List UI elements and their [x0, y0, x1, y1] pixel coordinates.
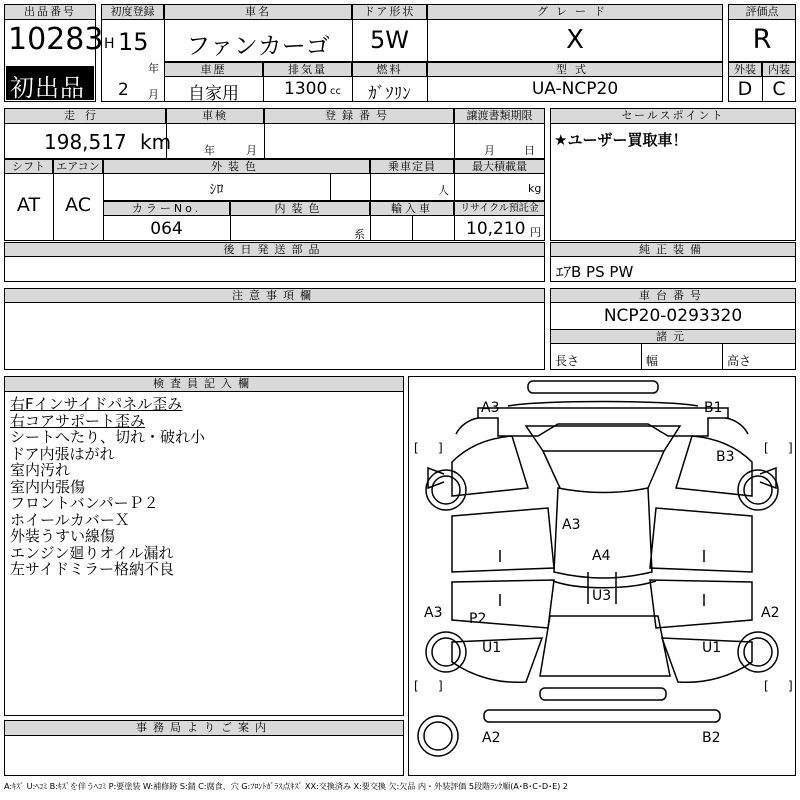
dims-label: 諸元 — [550, 329, 796, 344]
transfer-month-unit: 月 — [484, 144, 495, 157]
interior-color-label: 内装色 — [230, 201, 370, 216]
inspector-note: 右Fインサイドパネル歪み — [10, 395, 183, 413]
interior-unit: 系 — [354, 228, 365, 241]
first-listing-text: 初出品 — [10, 74, 85, 102]
height-label: 高さ — [727, 354, 752, 368]
first-reg-label: 初度登録 — [101, 4, 164, 20]
model-label: 型式 — [427, 62, 723, 77]
inspector-note: 室内汚れ — [10, 461, 71, 479]
door-label: ドア形状 — [352, 4, 427, 20]
car-name: ファンカーゴ — [186, 32, 330, 60]
divider — [454, 108, 455, 158]
divider — [263, 62, 264, 102]
recycle-label: リサイクル預託金 — [454, 201, 545, 216]
inspector-note: ドア内張はがれ — [10, 444, 115, 463]
inspection-label: 車検 — [166, 108, 264, 124]
year-unit: 年 — [148, 62, 159, 75]
capacity-label: 乗車定員 — [370, 159, 454, 174]
ext-label: 外装 — [728, 62, 762, 77]
divider — [264, 108, 265, 158]
lot-label: 出品番号 — [4, 4, 96, 20]
grade: X — [566, 25, 584, 55]
grade-label: グレード — [427, 4, 723, 20]
car-history: 自家用 — [188, 84, 239, 104]
score-label: 評価点 — [728, 4, 796, 20]
int-label: 内装 — [762, 62, 796, 77]
damage-mark: U3 — [592, 588, 612, 604]
month-unit: 月 — [148, 88, 159, 101]
inspector-note: 外装うすい線傷 — [10, 527, 116, 545]
history-label: 車歴 — [164, 62, 263, 77]
divider — [330, 174, 331, 200]
transfer-label: 譲渡書類期限 — [454, 108, 545, 124]
svg-text:]: ] — [438, 679, 443, 693]
name-label: 車名 — [164, 4, 352, 20]
shift: AT — [16, 194, 41, 216]
ext-grade: D — [737, 78, 753, 100]
inspector-note: シートへたり、切れ・破れ小 — [10, 428, 206, 446]
load-unit: kg — [528, 182, 542, 195]
era: H — [104, 36, 115, 52]
equipment-label: 純正装備 — [550, 242, 796, 257]
damage-mark: A2 — [761, 605, 780, 621]
shift-label: シフト — [4, 159, 53, 174]
svg-text:]: ] — [438, 441, 443, 455]
chassis-number: NCP20-0293320 — [603, 306, 743, 326]
damage-mark: A3 — [424, 605, 443, 621]
divider — [370, 201, 371, 241]
caution-label: 注意事項欄 — [4, 288, 545, 303]
inspector-note: エンジン廻りオイル漏れ — [10, 543, 174, 562]
divider — [722, 344, 723, 370]
later-parts-label: 後日発送部品 — [4, 242, 545, 257]
damage-mark: B1 — [704, 400, 723, 416]
inspector-note: 左サイドミラー格納不良 — [10, 560, 174, 578]
office-label: 事務局よりご案内 — [4, 720, 404, 736]
divider — [641, 344, 642, 370]
int-grade: C — [772, 78, 786, 100]
svg-text:[: [ — [764, 441, 769, 455]
svg-text:[: [ — [414, 679, 419, 693]
displacement-unit: cc — [330, 86, 341, 97]
svg-text:]: ] — [788, 441, 793, 455]
damage-mark: A4 — [592, 548, 611, 564]
inspector-note: ホイールカバーＸ — [10, 510, 130, 529]
body-color: ｼﾛ — [209, 182, 224, 198]
equipment: ｴｱB PS PW — [556, 263, 634, 281]
fuel-label: 燃料 — [352, 62, 427, 77]
inspector-notes — [10, 396, 400, 578]
divider — [230, 201, 231, 241]
damage-mark: A3 — [481, 400, 500, 416]
color-number: 064 — [150, 219, 183, 239]
model-code: UA-NCP20 — [531, 79, 619, 99]
damage-mark: A3 — [562, 517, 581, 533]
damage-mark: A2 — [482, 730, 501, 746]
damage-mark: U1 — [702, 640, 722, 656]
divider — [412, 216, 413, 241]
svg-text:[: [ — [764, 679, 769, 693]
sales-box — [550, 108, 796, 241]
displacement-label: 排気量 — [263, 62, 352, 77]
recycle-unit: 円 — [530, 226, 541, 239]
recycle-fee: 10,210 — [466, 219, 526, 239]
chassis-label: 車台番号 — [550, 288, 796, 303]
displacement: 1300 — [284, 79, 328, 99]
insp-year-unit: 年 — [204, 144, 215, 157]
score: R — [752, 24, 772, 55]
details-box — [4, 108, 545, 241]
inspector-note: 右コアサポート歪み — [10, 411, 146, 430]
ac-label: エアコン — [53, 159, 103, 174]
car-diagram — [408, 376, 796, 776]
damage-mark: B3 — [716, 449, 735, 465]
inspector-note: 室内内張傷 — [10, 477, 86, 496]
inspector-note: フロントバンパーＰ２ — [10, 494, 159, 512]
width-label: 幅 — [646, 354, 659, 368]
inspector-label: 検査員記入欄 — [4, 376, 404, 392]
import-label: 輸入車 — [370, 201, 454, 216]
aircon: AC — [65, 194, 91, 216]
reg-number-label: 登録番号 — [264, 108, 454, 124]
damage-mark: P2 — [469, 611, 487, 627]
first-reg-year: 15 — [118, 28, 149, 56]
legend: A:ｷｽﾞ U:ﾍｺﾐ B:ｷｽﾞを伴うﾍｺﾐ P:要塗装 W:補修跡 S:錆 C:腐食、穴 G:ﾌﾛﾝﾄｶﾞﾗｽ点ｷｽﾞ XX:交換済み X:要交換 欠:欠品 内・外装評価 5段階ﾗﾝｸ順(A･B･C･D･E) 2 — [4, 781, 568, 791]
capacity-unit: 人 — [438, 184, 449, 197]
mileage: 198,517 — [44, 130, 127, 154]
damage-mark: B2 — [702, 730, 721, 746]
transfer-day-unit: 日 — [524, 144, 535, 157]
first-reg-month: 2 — [118, 80, 129, 100]
divider — [370, 159, 371, 200]
fuel: ｶﾞｿﾘﾝ — [368, 84, 411, 104]
svg-text:]: ] — [788, 679, 793, 693]
sales-label: セールスポイント — [550, 108, 796, 124]
sales-point: ★ユーザー買取車！ — [554, 131, 688, 149]
color-no-label: カラーNo. — [103, 201, 230, 216]
mileage-unit: km — [140, 130, 172, 154]
lot-number: 10283 — [8, 22, 104, 57]
insp-month-unit: 月 — [246, 144, 257, 157]
damage-mark: U1 — [482, 640, 502, 656]
color-label: 外装色 — [103, 159, 370, 174]
load-label: 最大積載量 — [454, 159, 545, 174]
length-label: 長さ — [555, 354, 580, 368]
svg-text:[: [ — [414, 441, 419, 455]
door-type: 5W — [370, 26, 409, 54]
mileage-label: 走行 — [4, 108, 166, 124]
